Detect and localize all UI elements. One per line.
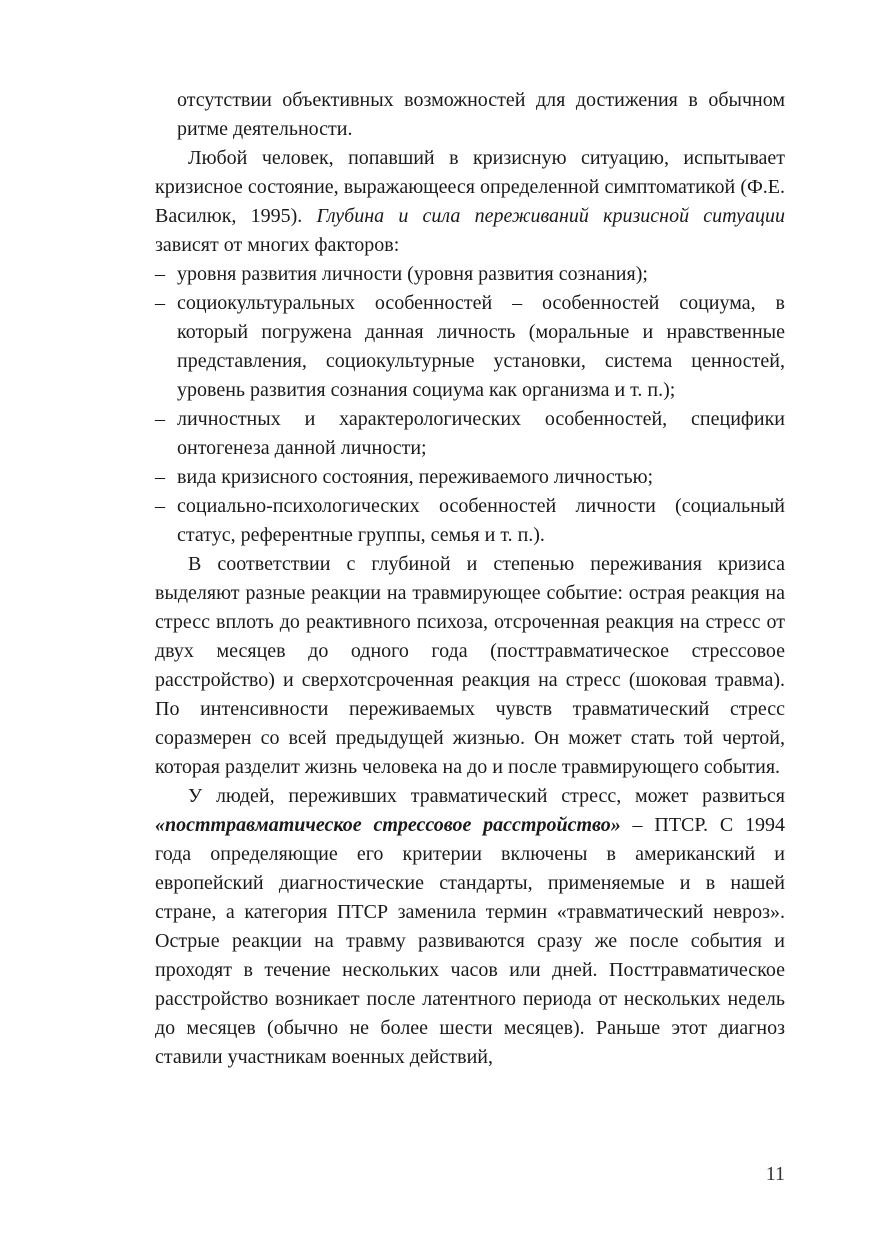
paragraph-text: – ПТСР. С 1994 года определяющие его критерии включены в американский и европейский диагностические стандарты, применяемые и в нашей стране, а категория ПТСР заменила термин «травматический невроз». Острые реакции на травму развиваются сразу же после события и проходят в течение нескольких часов или дней. Посттравматическое расстройство возникает после латентного периода от нескольких недель до месяцев (обычно не более шести месяцев). Раньше этот диагноз ставили участникам военных действий, — [155, 814, 785, 1068]
list-item-text: социально-психологических особенностей личности (социальный статус, референтные группы, семья и т. п.). — [177, 495, 785, 546]
list-dash: – — [155, 495, 165, 517]
paragraph-text: Любой человек, попавший в кризисную ситуацию, испытывает кризисное состояние, выражающееся определенной симптоматикой (Ф.Е. Василюк, 1995). — [155, 147, 785, 227]
list-item-text: социокультуральных особенностей – особенностей социума, в который погружена данная личность (моральные и нравственные представления, социокультурные установки, система ценностей, уровень развития сознания социума как организма и т. п.); — [177, 292, 785, 401]
list-dash: – — [155, 466, 165, 488]
list-item — [155, 260, 785, 289]
list-item — [155, 289, 785, 405]
paragraph-reactions: В соответствии с глубиной и степенью переживания кризиса выделяют разные реакции на травмирующее событие: острая реакция на стресс вплоть до реактивного психоза, отсроченная реакция на стресс от двух месяцев до одного года (посттравматическое стрессовое расстройство) и сверхотсроченная реакция на стресс (шоковая травма). По интенсивности переживаемых чувств травматический стресс соразмерен со всей предыдущей жизнью. Он может стать той чертой, которая разделит жизнь человека на до и после травмирующего события. — [155, 553, 785, 778]
factors-list — [155, 260, 785, 550]
bold-italic-term: «посттравматическое стрессовое расстройство» — [155, 814, 621, 836]
page-body — [155, 86, 785, 1072]
paragraph-crisis-state — [155, 144, 785, 260]
paragraph-ptsd — [155, 782, 785, 1072]
list-item — [155, 492, 785, 550]
list-item-text: личностных и характерологических особенностей, специфики онтогенеза данной личности; — [177, 408, 785, 459]
page-number: 11 — [765, 1163, 785, 1185]
list-dash: – — [155, 292, 165, 314]
list-item — [155, 405, 785, 463]
list-item — [155, 463, 785, 492]
list-dash: – — [155, 408, 165, 430]
paragraph-text: У людей, переживших травматический стресс, может развиться — [188, 785, 785, 807]
list-item-text: вида кризисного состояния, переживаемого личностью; — [177, 466, 654, 488]
list-item-text: уровня развития личности (уровня развития сознания); — [177, 263, 648, 285]
italic-phrase: Глубина и сила переживаний кризисной ситуации — [316, 205, 785, 227]
paragraph-text: зависят от многих факторов: — [155, 234, 400, 256]
paragraph-continuation: отсутствии объективных возможностей для достижения в обычном ритме деятельности. — [177, 89, 785, 140]
list-dash: – — [155, 263, 165, 285]
